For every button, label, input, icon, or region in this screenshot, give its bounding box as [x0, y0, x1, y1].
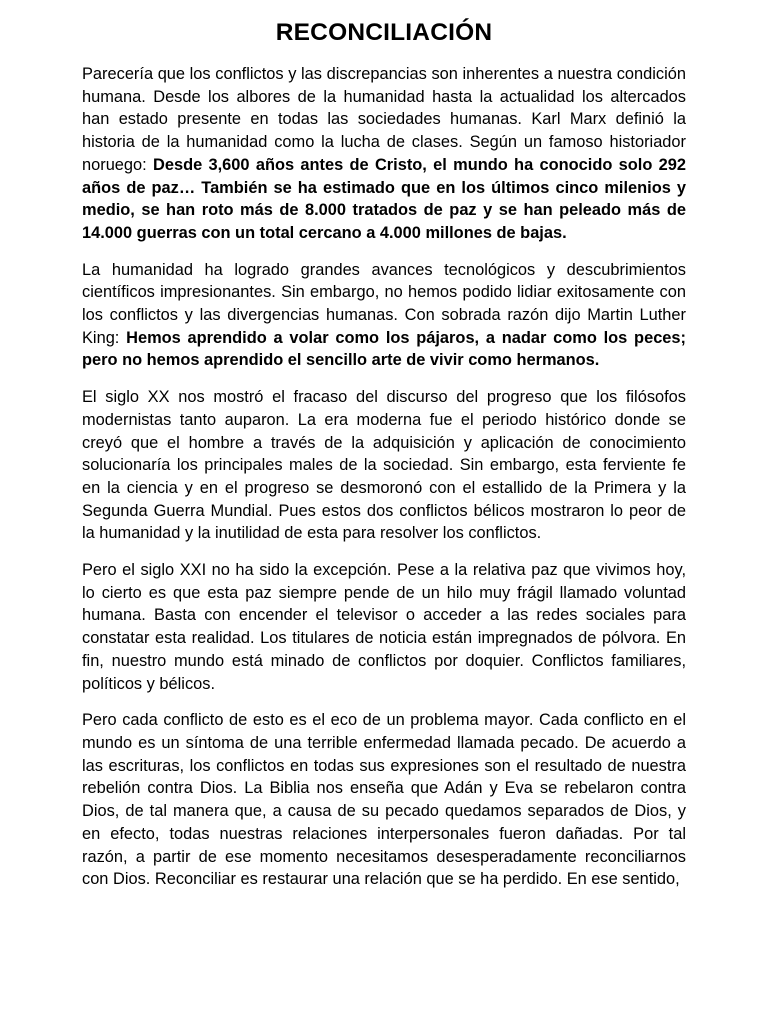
- paragraph-2: [82, 259, 686, 373]
- paragraph-3-text: El siglo XX nos mostró el fracaso del discurso del progreso que los filósofos modernistas tanto auparon. La era moderna fue el periodo histórico donde se creyó que el hombre a través de la adquisición y aplicación de conocimiento solucionaría los principales males de la sociedad. Sin embargo, esta ferviente fe en la ciencia y en el progreso se desmoronó con el estallido de la Primera y la Segunda Guerra Mundial. Pues estos dos conflictos bélicos mostraron lo peor de la humanidad y la inutilidad de esta para resolver los conflictos.: [82, 388, 686, 543]
- document-page: [82, 18, 686, 905]
- paragraph-4-text: Pero el siglo XXI no ha sido la excepción. Pese a la relativa paz que vivimos hoy, lo cierto es que esta paz siempre pende de un hilo muy frágil llamado voluntad humana. Basta con encender el televisor o acceder a las redes sociales para constatar esta realidad. Los titulares de noticia están impregnados de pólvora. En fin, nuestro mundo está minado de conflictos por doquier. Conflictos familiares, políticos y bélicos.: [82, 561, 686, 693]
- paragraph-2-quote: Hemos aprendido a volar como los pájaros, a nadar como los peces; pero no hemos aprendido el sencillo arte de vivir como hermanos.: [82, 328, 686, 370]
- paragraph-1-quote: Desde 3,600 años antes de Cristo, el mundo ha conocido solo 292 años de paz… También se ha estimado que en los últimos cinco milenios y medio, se han roto más de 8.000 tratados de paz y se han peleado más de 14.000 guerras con un total cercano a 4.000 millones de bajas.: [82, 155, 686, 242]
- document-title: RECONCILIACIÓN: [275, 19, 493, 46]
- paragraph-1-text: Parecería que los conflictos y las discrepancias son inherentes a nuestra condición humana. Desde los albores de la humanidad hasta la actualidad los altercados han estado presente en todas las sociedades humanas. Karl Marx definió la historia de la humanidad como la lucha de clases. Según un famoso historiador noruego:: [82, 65, 686, 174]
- paragraph-1: [82, 63, 686, 245]
- paragraph-5: [82, 709, 686, 891]
- paragraph-4: [82, 559, 686, 695]
- paragraph-3: [82, 386, 686, 545]
- paragraph-5-text: Pero cada conflicto de esto es el eco de un problema mayor. Cada conflicto en el mundo es un síntoma de una terrible enfermedad llamada pecado. De acuerdo a las escrituras, los conflictos en todas sus expresiones son el resultado de nuestra rebelión contra Dios. La Biblia nos enseña que Adán y Eva se rebelaron contra Dios, de tal manera que, a causa de su pecado quedamos separados de Dios, y en efecto, todas nuestras relaciones interpersonales fueron dañadas. Por tal razón, a partir de ese momento necesitamos desesperadamente reconciliarnos con Dios. Reconciliar es restaurar una relación que se ha perdido. En ese sentido,: [82, 711, 686, 889]
- paragraph-2-text: La humanidad ha logrado grandes avances tecnológicos y descubrimientos científicos impresionantes. Sin embargo, no hemos podido lidiar exitosamente con los conflictos y las divergencias humanas. Con sobrada razón dijo Martin Luther King:: [82, 260, 686, 347]
